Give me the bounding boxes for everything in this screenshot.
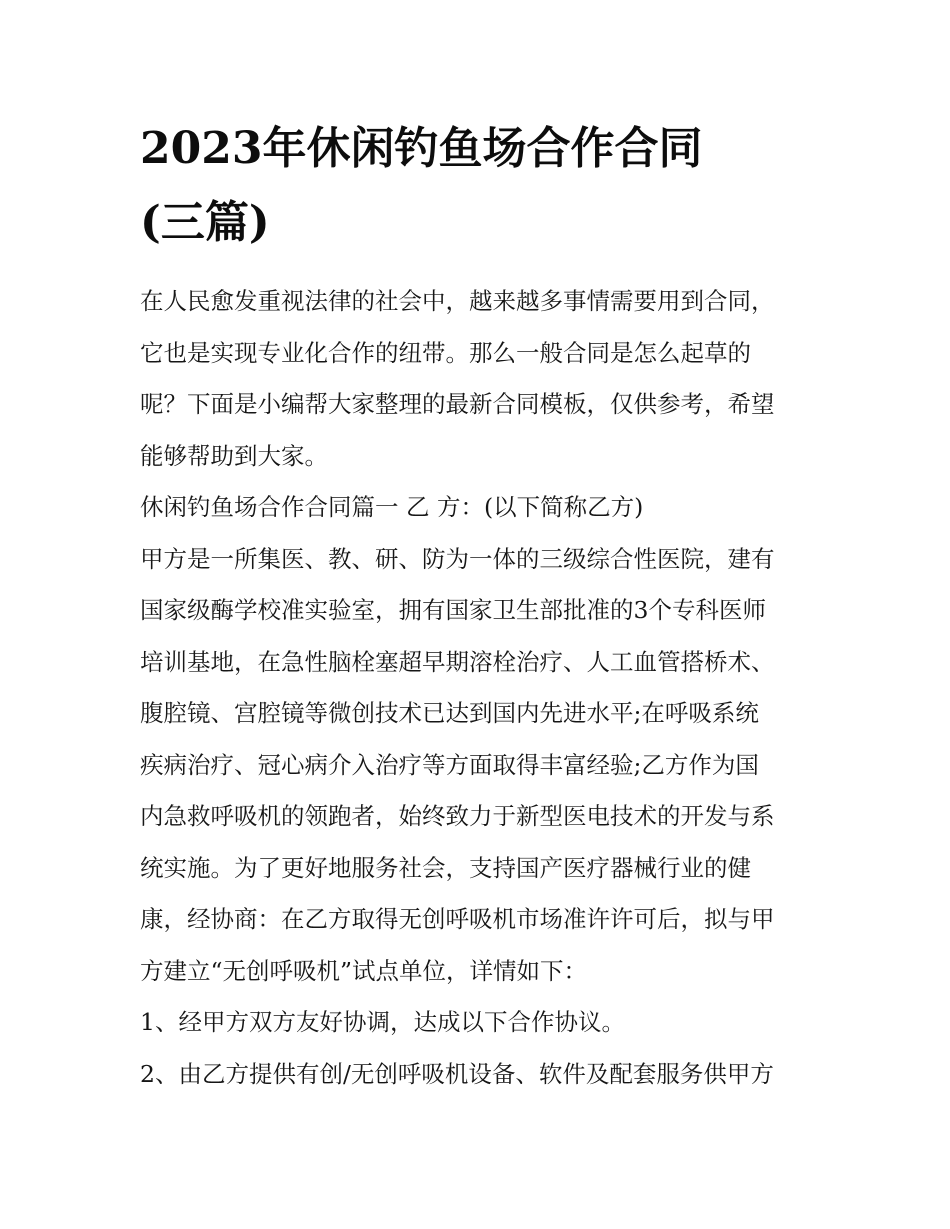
text-line: 休闲钓鱼场合作合同篇一 乙 方：(以下简称乙方) (140, 493, 644, 521)
text-line: 康，经协商：在乙方取得无创呼吸机市场准许许可后，拟与甲 (140, 905, 775, 933)
document-body (140, 276, 820, 1100)
clause-2 (140, 1049, 820, 1101)
text-line: 在人民愈发重视法律的社会中，越来越多事情需要用到合同， (140, 287, 775, 315)
text-line: 呢？下面是小编帮大家整理的最新合同模板，仅供参考，希望 (140, 390, 775, 418)
text-line: 疾病治疗、冠心病介入治疗等方面取得丰富经验;乙方作为国 (140, 750, 759, 779)
text-line: 2、由乙方提供有创/无创呼吸机设备、软件及配套服务供甲方 (140, 1059, 774, 1088)
title-line: (三篇) (140, 197, 270, 248)
text-line: 甲方是一所集医、教、研、防为一体的三级综合性医院，建有 (140, 544, 775, 573)
text-line: 腹腔镜、宫腔镜等微创技术已达到国内先进水平;在呼吸系统 (140, 699, 759, 727)
background-paragraph (140, 534, 820, 998)
section-heading (140, 482, 820, 534)
text-line: 内急救呼吸机的领跑者，始终致力于新型医电技术的开发与系 (140, 802, 775, 830)
title-line: 2023年休闲钓鱼场合作合同 (140, 123, 703, 174)
document-title (140, 112, 820, 260)
intro-paragraph (140, 276, 820, 482)
text-line: 能够帮助到大家。 (140, 441, 328, 470)
text-line: 它也是实现专业化合作的纽带。那么一般合同是怎么起草的 (140, 338, 751, 367)
text-line: 国家级酶学校准实验室，拥有国家卫生部批准的3个专科医师 (140, 596, 766, 624)
text-line: 统实施。为了更好地服务社会，支持国产医疗器械行业的健 (140, 853, 751, 882)
text-line: 方建立“无创呼吸机”试点单位，详情如下： (140, 956, 588, 985)
text-line: 1、经甲方双方友好协调，达成以下合作协议。 (140, 1008, 625, 1036)
clause-1 (140, 997, 820, 1049)
text-line: 培训基地，在急性脑栓塞超早期溶栓治疗、人工血管搭桥术、 (140, 647, 775, 676)
